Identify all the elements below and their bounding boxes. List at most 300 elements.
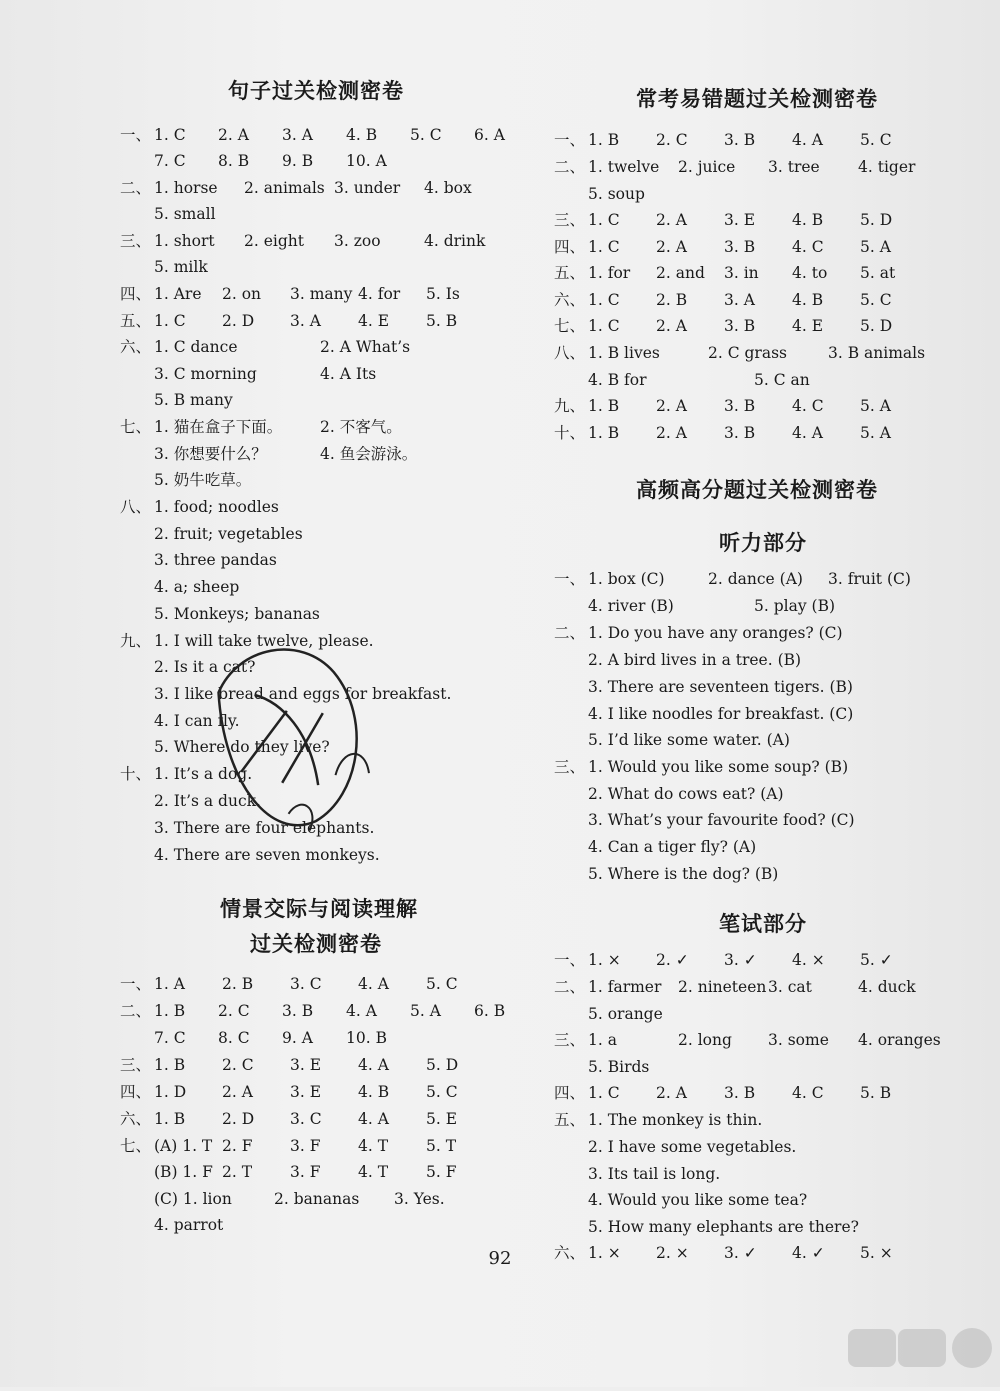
answer-item: 3. B (724, 317, 756, 335)
answer-item: 4. A (358, 1056, 389, 1074)
answer-item: 3. tree (768, 158, 820, 176)
answer-item: 4. A (792, 424, 823, 442)
answer-item: 5. A (860, 238, 891, 256)
answer-item: 4. B (792, 211, 824, 229)
answer-item: 2. fruit; vegetables (154, 525, 303, 543)
answer-item: 2. D (222, 1110, 255, 1128)
section-title: 笔试部分 (719, 912, 807, 936)
answer-item: 2. C (218, 1002, 250, 1020)
question-group-label: 四、 (554, 1084, 586, 1102)
answer-item: 2. A (656, 238, 687, 256)
answer-item: 3. B (282, 1002, 314, 1020)
answer-item: 3. some (768, 1031, 829, 1049)
answer-line (120, 601, 540, 627)
answer-line (554, 1134, 954, 1160)
answer-item: 2. C grass (708, 344, 787, 362)
answer-item: 4. B for (588, 371, 647, 389)
answer-item: 4. E (792, 317, 824, 335)
question-group-label: 三、 (554, 211, 586, 229)
answer-line (120, 1079, 540, 1105)
answer-item: 2. C (656, 131, 688, 149)
answer-item: 4. A (792, 131, 823, 149)
question-group-label: 五、 (554, 264, 586, 282)
question-group-label: 二、 (120, 179, 152, 197)
answer-line (554, 974, 954, 1000)
answer-item: 4. B (358, 1083, 390, 1101)
answer-item: 5. A (860, 424, 891, 442)
answer-line (120, 175, 540, 201)
answer-item: 2. C (222, 1056, 254, 1074)
answer-item: 3. Yes. (394, 1190, 445, 1208)
answer-item: 2. ✓ (656, 951, 689, 969)
answer-line (120, 122, 540, 148)
answer-line (120, 788, 540, 814)
answer-item: 1. B lives (588, 344, 660, 362)
answer-item: 2. A (222, 1083, 253, 1101)
answer-item: 3. three pandas (154, 551, 277, 569)
answer-item: 3. zoo (334, 232, 381, 250)
answer-item: 4. A (358, 975, 389, 993)
answer-item: 9. A (282, 1029, 313, 1047)
answer-item: 1. B (588, 131, 620, 149)
section-title: 句子过关检测密卷 (228, 79, 404, 103)
answer-item: 1. D (154, 1083, 187, 1101)
question-group-label: 六、 (120, 338, 152, 356)
brand-logo (840, 1325, 1000, 1387)
answer-line (120, 148, 540, 174)
answer-item: 4. C (792, 238, 824, 256)
answer-item: 5. soup (588, 185, 645, 203)
answer-item: 3. cat (768, 978, 812, 996)
answer-item: 5. How many elephants are there? (588, 1218, 859, 1236)
answer-item: 3. in (724, 264, 759, 282)
answer-line (554, 1187, 954, 1213)
question-group-label: 三、 (554, 758, 586, 776)
question-group-label: 二、 (554, 624, 586, 642)
answer-item: 3. under (334, 179, 401, 197)
answer-item: 5. I’d like some water. (A) (588, 731, 790, 749)
answer-item: 3. A (282, 126, 313, 144)
answer-line (120, 1159, 540, 1185)
answer-item: 3. C morning (154, 365, 257, 383)
answer-item: 2. A (656, 397, 687, 415)
answer-item: 1. C (588, 291, 620, 309)
answer-item: 3. ✓ (724, 1244, 757, 1262)
answer-item: 4. T (358, 1163, 389, 1181)
answer-item: 1. B (154, 1110, 186, 1128)
answer-item: 3. B animals (828, 344, 926, 362)
answer-item: 4. A Its (320, 365, 377, 383)
answer-item: 2. A (656, 1084, 687, 1102)
answer-item: 7. C (154, 1029, 186, 1047)
question-group-label: 十、 (554, 424, 586, 442)
answer-item: 1. C dance (154, 338, 238, 356)
question-group-label: 四、 (120, 1083, 152, 1101)
answer-item: 4. tiger (858, 158, 916, 176)
answer-item: 1. C (154, 312, 186, 330)
answer-line (554, 234, 954, 260)
answer-item: 4. A (346, 1002, 377, 1020)
answer-item: (A) 1. T (154, 1137, 213, 1155)
answer-line (120, 441, 540, 467)
answer-item: 3. What’s your favourite food? (C) (588, 811, 855, 829)
answer-item: 4. B (346, 126, 378, 144)
answer-item: 5. T (426, 1137, 457, 1155)
question-group-label: 六、 (120, 1110, 152, 1128)
question-group-label: 七、 (120, 418, 152, 436)
answer-item: 3. A (290, 312, 321, 330)
answer-item: 2. A (656, 424, 687, 442)
answer-item: 5. A (410, 1002, 441, 1020)
answer-item: 2. eight (244, 232, 304, 250)
answer-line (120, 734, 540, 760)
answer-item: 5. ✓ (860, 951, 893, 969)
answer-item: 2. and (656, 264, 705, 282)
answer-line (120, 842, 540, 868)
answer-line (120, 971, 540, 997)
answer-item: 2. A What’s (320, 338, 411, 356)
answer-item: 7. C (154, 152, 186, 170)
answer-line (554, 1054, 954, 1080)
answer-item: 10. A (346, 152, 387, 170)
question-group-label: 七、 (554, 317, 586, 335)
answer-item: 2. D (222, 312, 255, 330)
answer-item: 2. A bird lives in a tree. (B) (588, 651, 802, 669)
answer-item: 4. box (424, 179, 472, 197)
answer-item: 8. B (218, 152, 250, 170)
answer-item: 1. It’s a dog. (154, 765, 253, 783)
question-group-label: 一、 (554, 570, 586, 588)
answer-line (120, 467, 540, 493)
section-subtitle: 听力部分 (719, 531, 807, 555)
answer-item: 2. B (222, 975, 254, 993)
question-group-label: 一、 (554, 951, 586, 969)
answer-item: 4. There are seven monkeys. (154, 846, 380, 864)
answer-item: 1. box (C) (588, 570, 665, 588)
answer-item: 1. Would you like some soup? (B) (588, 758, 849, 776)
answer-line (120, 308, 540, 334)
section-title: 情景交际与阅读理解 (220, 897, 418, 921)
answer-item: 4. a; sheep (154, 578, 240, 596)
answer-item: 5. F (426, 1163, 457, 1181)
answer-line (120, 1052, 540, 1078)
answer-line (554, 181, 954, 207)
answer-item: 6. B (474, 1002, 506, 1020)
question-group-label: 九、 (554, 397, 586, 415)
answer-item: 1. Do you have any oranges? (C) (588, 624, 843, 642)
answer-item: 1. × (588, 951, 621, 969)
answer-line (120, 361, 540, 387)
answer-item: 2. long (678, 1031, 732, 1049)
answer-line (554, 260, 954, 286)
answer-item: 3. ✓ (724, 951, 757, 969)
answer-line (120, 1212, 540, 1238)
answer-item: 5. small (154, 205, 216, 223)
answer-line (120, 521, 540, 547)
answer-item: 5. Where do they live? (154, 738, 330, 756)
answer-item: 1. for (588, 264, 631, 282)
answer-item: 2. I have some vegetables. (588, 1138, 797, 1156)
answer-item: 5. E (426, 1110, 458, 1128)
answer-item: 1. C (588, 211, 620, 229)
answer-line (554, 754, 954, 780)
question-group-label: 一、 (120, 975, 152, 993)
answer-item: 1. The monkey is thin. (588, 1111, 763, 1129)
answer-item: 3. C (290, 975, 322, 993)
answer-line (120, 201, 540, 227)
question-group-label: 四、 (554, 238, 586, 256)
answer-item: 2. A (656, 317, 687, 335)
answer-item: 4. I like noodles for breakfast. (C) (588, 705, 854, 723)
answer-line (120, 761, 540, 787)
answer-line (120, 281, 540, 307)
answer-line (554, 367, 954, 393)
answer-item: 3. E (290, 1056, 322, 1074)
answer-item: 4. C (792, 397, 824, 415)
answer-line (554, 313, 954, 339)
answer-line (120, 254, 540, 280)
answer-line (554, 701, 954, 727)
answer-item: 3. E (290, 1083, 322, 1101)
answer-line (120, 1025, 540, 1051)
answer-item: 5. D (426, 1056, 459, 1074)
answer-line (554, 566, 954, 592)
answer-item: 4. for (358, 285, 401, 303)
answer-item: 5. C (860, 131, 892, 149)
question-group-label: 八、 (554, 344, 586, 362)
answer-item: 1. short (154, 232, 215, 250)
answer-item: 5. D (860, 211, 893, 229)
answer-item: 5. × (860, 1244, 893, 1262)
answer-line (120, 1106, 540, 1132)
question-group-label: 三、 (120, 232, 152, 250)
question-group-label: 一、 (554, 131, 586, 149)
answer-line (120, 228, 540, 254)
answer-item: 6. A (474, 126, 505, 144)
answer-item: 4. I can fly. (154, 712, 240, 730)
answer-line (554, 1161, 954, 1187)
answer-item: 3. There are seventeen tigers. (B) (588, 678, 853, 696)
answer-line (554, 1107, 954, 1133)
answer-item: 3. There are four elephants. (154, 819, 375, 837)
answer-item: 4. river (B) (588, 597, 674, 615)
answer-line (554, 647, 954, 673)
answer-line (120, 1133, 540, 1159)
answer-item: 2. T (222, 1163, 253, 1181)
answer-item: 1. twelve (588, 158, 660, 176)
answer-item: 3. A (724, 291, 755, 309)
answer-item: 5. D (860, 317, 893, 335)
answer-line (554, 393, 954, 419)
answer-line (554, 1080, 954, 1106)
answer-item: 5. A (860, 397, 891, 415)
answer-item: 3. I like bread and eggs for breakfast. (154, 685, 452, 703)
answer-item: 4. E (358, 312, 390, 330)
answer-item: 5. C an (754, 371, 810, 389)
answer-line (120, 998, 540, 1024)
answer-item: 5. Birds (588, 1058, 650, 1076)
answer-item: 4. parrot (154, 1216, 224, 1234)
question-group-label: 九、 (120, 632, 152, 650)
answer-item: 3. B (724, 397, 756, 415)
answer-item: 9. B (282, 152, 314, 170)
answer-line (554, 287, 954, 313)
answer-item: 5. C (426, 1083, 458, 1101)
question-group-label: 三、 (554, 1031, 586, 1049)
answer-item: 2. × (656, 1244, 689, 1262)
answer-item: 3. B (724, 1084, 756, 1102)
question-group-label: 七、 (120, 1137, 152, 1155)
answer-item: 5. at (860, 264, 896, 282)
answer-line (554, 154, 954, 180)
answer-line (554, 947, 954, 973)
answer-item: 1. B (154, 1002, 186, 1020)
question-group-label: 五、 (120, 312, 152, 330)
question-group-label: 四、 (120, 285, 152, 303)
answer-item: 2. bananas (274, 1190, 360, 1208)
answer-item: 10. B (346, 1029, 387, 1047)
answer-item: 1. a (588, 1031, 617, 1049)
answer-item: 1. farmer (588, 978, 662, 996)
answer-item: 3. B (724, 238, 756, 256)
answer-item: 2. Is it a cat? (154, 658, 256, 676)
answer-line (554, 207, 954, 233)
answer-line (554, 674, 954, 700)
answer-item: 1. I will take twelve, please. (154, 632, 374, 650)
answer-item: 1. B (154, 1056, 186, 1074)
answer-item: 4. Can a tiger fly? (A) (588, 838, 757, 856)
question-group-label: 二、 (554, 158, 586, 176)
answer-item: 2. F (222, 1137, 253, 1155)
answer-item: 1. × (588, 1244, 621, 1262)
answer-item: 1. C (588, 1084, 620, 1102)
answer-item: 5. Where is the dog? (B) (588, 865, 779, 883)
question-group-label: 八、 (120, 498, 152, 516)
answer-item: (B) 1. F (154, 1163, 213, 1181)
answer-item: 2. It’s a duck. (154, 792, 261, 810)
section-title: 高频高分题过关检测密卷 (636, 478, 878, 502)
question-group-label: 十、 (120, 765, 152, 783)
answer-item: 3. F (290, 1137, 321, 1155)
answer-item: 4. A (358, 1110, 389, 1128)
answer-line (120, 574, 540, 600)
question-group-label: 六、 (554, 291, 586, 309)
answer-line (120, 387, 540, 413)
answer-item: 1. C (588, 317, 620, 335)
section-subtitle: 过关检测密卷 (250, 932, 382, 956)
answer-item: 1. Are (154, 285, 202, 303)
answer-item: 1. C (154, 126, 186, 144)
answer-item: 5. C (426, 975, 458, 993)
answer-line (120, 681, 540, 707)
answer-item: 3. F (290, 1163, 321, 1181)
answer-item: 4. drink (424, 232, 486, 250)
answer-item: 2. on (222, 285, 262, 303)
answer-line (554, 781, 954, 807)
answer-item: 5. milk (154, 258, 208, 276)
answer-line (554, 127, 954, 153)
answer-line (554, 1001, 954, 1027)
answer-item: 3. Its tail is long. (588, 1165, 721, 1183)
answer-line (120, 334, 540, 360)
answer-item: 1. 猫在盒子下面。 (154, 418, 283, 436)
answer-item: 5. C (860, 291, 892, 309)
answer-item: 2. What do cows eat? (A) (588, 785, 784, 803)
answer-item: 2. animals (244, 179, 325, 197)
answer-line (554, 620, 954, 646)
section-title: 常考易错题过关检测密卷 (636, 87, 878, 111)
answer-item: 4. oranges (858, 1031, 941, 1049)
answer-item: 3. fruit (C) (828, 570, 911, 588)
answer-item: 5. play (B) (754, 597, 836, 615)
answer-item: 3. many (290, 285, 353, 303)
answer-item: 5. 奶牛吃草。 (154, 471, 252, 489)
question-group-label: 五、 (554, 1111, 586, 1129)
page-number: 92 (488, 1248, 512, 1269)
question-group-label: 二、 (120, 1002, 152, 1020)
answer-item: 1. horse (154, 179, 218, 197)
answer-item: 4. × (792, 951, 825, 969)
answer-line (554, 834, 954, 860)
answer-item: 4. duck (858, 978, 916, 996)
question-group-label: 二、 (554, 978, 586, 996)
answer-item: 1. food; noodles (154, 498, 279, 516)
answer-item: 4. B (792, 291, 824, 309)
answer-item: 1. B (588, 397, 620, 415)
answer-item: 2. B (656, 291, 688, 309)
answer-item: 2. juice (678, 158, 736, 176)
question-group-label: 一、 (120, 126, 152, 144)
answer-item: 1. A (154, 975, 185, 993)
answer-line (554, 1027, 954, 1053)
answer-item: 3. B (724, 131, 756, 149)
answer-line (554, 593, 954, 619)
answer-line (554, 420, 954, 446)
answer-item: 3. 你想要什么？ (154, 445, 267, 463)
question-group-label: 三、 (120, 1056, 152, 1074)
answer-line (554, 727, 954, 753)
answer-line (120, 547, 540, 573)
answer-item: 5. Is (426, 285, 460, 303)
answer-item: 4. C (792, 1084, 824, 1102)
answer-item: 2. nineteen (678, 978, 767, 996)
answer-line (120, 1186, 540, 1212)
answer-line (120, 708, 540, 734)
answer-line (120, 414, 540, 440)
answer-item: 5. orange (588, 1005, 663, 1023)
answer-line (554, 340, 954, 366)
answer-item: (C) 1. lion (154, 1190, 232, 1208)
answer-item: 4. ✓ (792, 1244, 825, 1262)
answer-item: 4. T (358, 1137, 389, 1155)
answer-item: 2. 不客气。 (320, 418, 402, 436)
answer-item: 2. A (218, 126, 249, 144)
question-group-label: 六、 (554, 1244, 586, 1262)
answer-item: 5. B many (154, 391, 233, 409)
answer-item: 4. to (792, 264, 828, 282)
answer-item: 2. dance (A) (708, 570, 803, 588)
answer-item: 2. A (656, 211, 687, 229)
answer-line (554, 861, 954, 887)
answer-item: 4. Would you like some tea? (588, 1191, 808, 1209)
answer-line (120, 628, 540, 654)
answer-item: 4. 鱼会游泳。 (320, 445, 418, 463)
answer-item: 1. B (588, 424, 620, 442)
answer-line (120, 494, 540, 520)
answer-line (120, 815, 540, 841)
answer-item: 3. E (724, 211, 756, 229)
answer-item: 5. C (410, 126, 442, 144)
